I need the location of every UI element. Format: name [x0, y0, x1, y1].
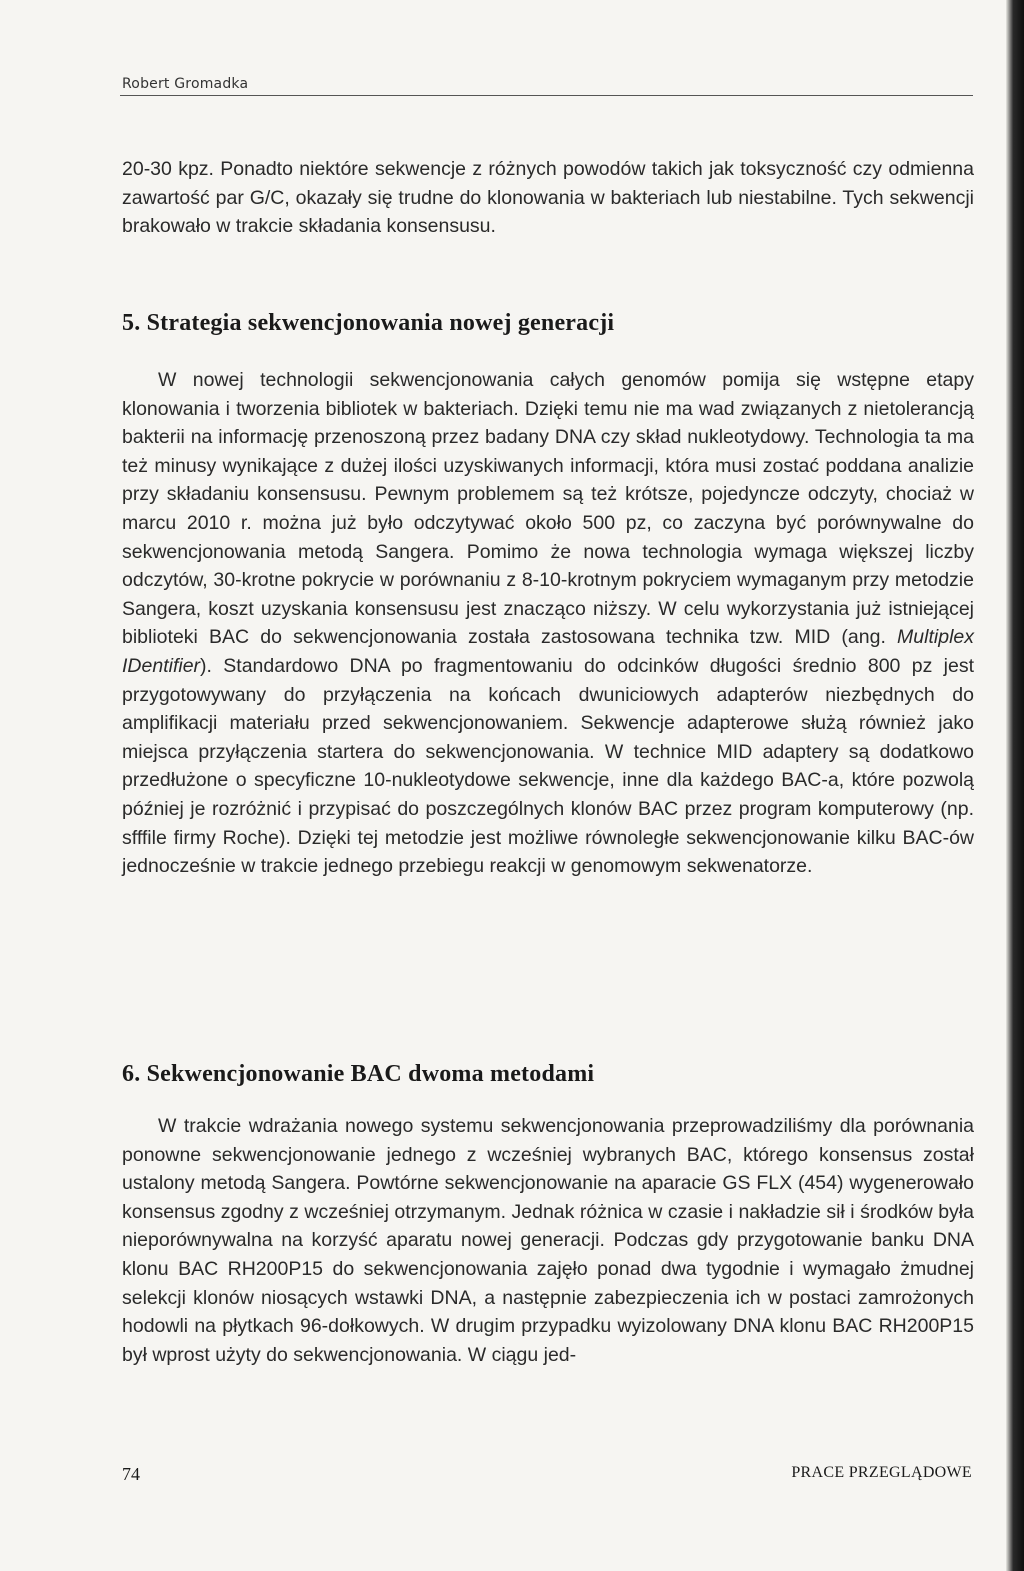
- paragraph-text-part-2: ). Standardowo DNA po fragmentowaniu do odcinków długości średnio 800 pz jest przygotowywany do przyłączenia na końcach dwuniciowych adapterów niezbędnych do amplifikacji materiału przed sekwencjonowaniem. Sekwencje adapterowe służą również jako miejsca przyłączenia startera do sekwencjonowania. W technice MID adaptery są dodatkowo przedłużone o specyficzne 10-nukleotydowe sekwencje, inne dla każdego BAC-a, które pozwolą później je rozróżnić i przypisać do poszczególnych klonów BAC przez program komputerowy (np. sfffile firmy Roche). Dzięki tej metodzie jest możliwe równoległe sekwencjonowanie kilku BAC-ów jednocześnie w trakcie jednego przebiegu reakcji w genomowym sekwenatorze.: [122, 654, 974, 878]
- paragraph-text-part-1: W nowej technologii sekwencjonowania całych genomów pomija się wstępne etapy klonowania i tworzenia bibliotek w bakteriach. Dzięki temu nie ma wad związanych z nietolerancją bakterii na informację przenoszoną przez badany DNA czy skład nukleotydowy. Technologia ta ma też minusy wynikające z dużej ilości uzyskiwanych informacji, która musi zostać poddana analizie przy składaniu konsensusu. Pewnym problemem są też krótsze, pojedyncze odczyty, chociaż w marcu 2010 r. można już było odczytywać około 500 pz, co zaczyna być porównywalne do sekwencjonowania metodą Sangera. Pomimo że nowa technologia wymaga większej liczby odczytów, 30-krotne pokrycie w porównaniu z 8-10-krotnym pokryciem wymaganym przy metodzie Sangera, koszt uzyskania konsensusu jest znacząco niższy. W celu wykorzystania już istniejącej biblioteki BAC do sekwencjonowania została zastosowana technika tzw. MID (ang.: [122, 369, 974, 649]
- section-heading-6: 6. Sekwencjonowanie BAC dwoma metodami: [122, 1061, 595, 1087]
- paragraph-text: [122, 366, 974, 881]
- page-number: 74: [122, 1464, 140, 1484]
- italic-term: Multiplex IDentifier: [122, 626, 974, 677]
- paragraph-text: 20-30 kpz. Ponadto niektóre sekwencje z różnych powodów takich jak toksyczność czy odmienna zawartość par G/C, okazały się trudne do klonowania w bakteriach lub niestabilne. Tych sekwencji brakowało w trakcie składania konsensusu.: [122, 158, 974, 238]
- page-edge-shadow: [1006, 0, 1024, 1571]
- paragraph-text: W trakcie wdrażania nowego systemu sekwencjonowania przeprowadziliśmy dla porównania ponowne sekwencjonowanie jednego z wcześniej wybranych BAC, którego konsensus został ustalony metodą Sangera. Powtórne sekwencjonowanie na aparacie GS FLX (454) wygenerowało konsensus zgodny z wcześniej otrzymanym. Jednak różnica w czasie i nakładzie sił i środków była nieporównywalna na korzyść aparatu nowej generacji. Podczas gdy przygotowanie banku DNA klonu BAC RH200P15 do sekwencjonowania zajęło ponad dwa tygodnie i wymagało żmudnej selekcji klonów niosących wstawki DNA, a następnie zabezpieczenia ich w postaci zamrożonych hodowli na płytkach 96-dołkowych. W drugim przypadku wyizolowany DNA klonu BAC RH200P15 był wprost użyty do sekwencjonowania. W ciągu jed-: [122, 1115, 974, 1366]
- section-heading-5: 5. Strategia sekwencjonowania nowej generacji: [122, 310, 615, 336]
- paragraph-continuation: [122, 155, 974, 241]
- journal-name: PRACE PRZEGLĄDOWE: [791, 1464, 972, 1481]
- running-head-author: Robert Gromadka: [122, 76, 249, 92]
- header-rule: [120, 95, 973, 96]
- section-6-body: [122, 1112, 974, 1369]
- section-5-body: [122, 366, 974, 881]
